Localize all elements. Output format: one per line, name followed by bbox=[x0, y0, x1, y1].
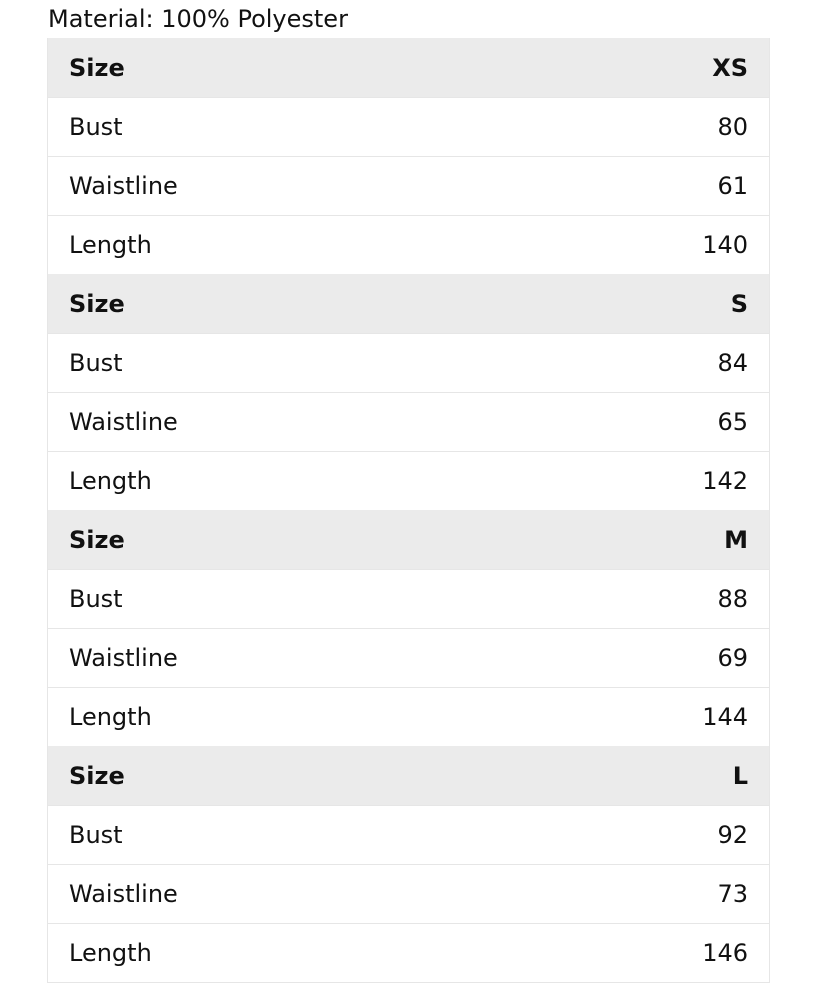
size-header-label: Size bbox=[69, 290, 125, 318]
size-header-row bbox=[48, 746, 769, 805]
measurement-label: Waistline bbox=[69, 880, 178, 908]
size-header-value: S bbox=[730, 290, 748, 318]
table-row bbox=[48, 333, 769, 392]
size-header-label: Size bbox=[69, 762, 125, 790]
measurement-label: Length bbox=[69, 939, 152, 967]
measurement-value: 84 bbox=[717, 349, 748, 377]
measurement-label: Waistline bbox=[69, 408, 178, 436]
measurement-label: Bust bbox=[69, 585, 123, 613]
measurement-label: Length bbox=[69, 231, 152, 259]
size-header-value: XS bbox=[712, 53, 748, 82]
measurement-value: 146 bbox=[702, 939, 748, 967]
size-header-row bbox=[48, 510, 769, 569]
table-row bbox=[48, 805, 769, 864]
measurement-label: Bust bbox=[69, 349, 123, 377]
size-chart-table bbox=[47, 38, 770, 983]
size-header-value: M bbox=[724, 526, 748, 554]
size-header-value: L bbox=[732, 762, 748, 790]
table-row bbox=[48, 156, 769, 215]
measurement-value: 69 bbox=[717, 644, 748, 672]
measurement-label: Length bbox=[69, 703, 152, 731]
table-row bbox=[48, 97, 769, 156]
measurement-value: 73 bbox=[717, 880, 748, 908]
size-header-row bbox=[48, 274, 769, 333]
measurement-value: 88 bbox=[717, 585, 748, 613]
table-row bbox=[48, 392, 769, 451]
measurement-label: Waistline bbox=[69, 172, 178, 200]
measurement-label: Bust bbox=[69, 113, 123, 141]
measurement-label: Waistline bbox=[69, 644, 178, 672]
material-text: Material: 100% Polyester bbox=[48, 5, 348, 33]
table-row bbox=[48, 569, 769, 628]
measurement-value: 92 bbox=[717, 821, 748, 849]
measurement-value: 140 bbox=[702, 231, 748, 259]
measurement-label: Bust bbox=[69, 821, 123, 849]
table-row bbox=[48, 451, 769, 510]
measurement-value: 65 bbox=[717, 408, 748, 436]
measurement-value: 61 bbox=[717, 172, 748, 200]
measurement-label: Length bbox=[69, 467, 152, 495]
size-header-row bbox=[48, 38, 769, 97]
table-row bbox=[48, 628, 769, 687]
table-row bbox=[48, 215, 769, 274]
measurement-value: 142 bbox=[702, 467, 748, 495]
table-row bbox=[48, 687, 769, 746]
measurement-value: 144 bbox=[702, 703, 748, 731]
measurement-value: 80 bbox=[717, 113, 748, 141]
table-row bbox=[48, 923, 769, 982]
size-header-label: Size bbox=[69, 53, 125, 82]
table-row bbox=[48, 864, 769, 923]
size-header-label: Size bbox=[69, 526, 125, 554]
